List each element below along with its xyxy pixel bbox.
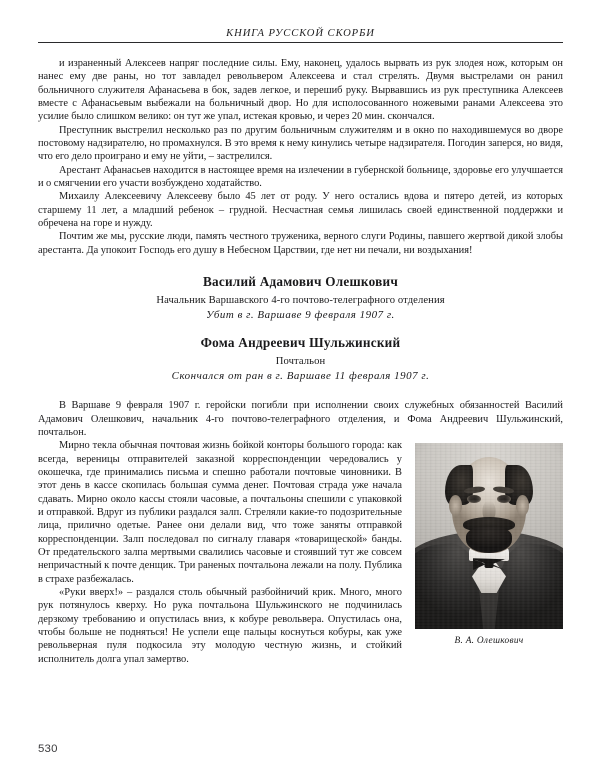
victim-heading-olehskovich [38,274,563,322]
paragraph: Преступник выстрелил несколько раз по другим больничным служителям и в окно по находившемуся во дворе постовому надзирателю, но промахнулся. В это время к нему кинулись четыре надзирателя. Погодин заперся, но видя, что его дело проиграно и ему не уйти, – застрелился. [38,124,563,163]
victim-death-date: Скончался от ран в г. Варшаве 11 февраля 1907 г. [171,369,430,382]
paragraph: В Варшаве 9 февраля 1907 г. геройски погибли при исполнении своих служебных обязанностей Василий Адамович Олешкович, начальник 4-го почтово-телеграфного отделения, и Фома Андреевич Шульжинский, почтальон. [38,400,563,438]
narrative-section [38,399,563,666]
portrait-figure [415,443,563,647]
figure-caption: В. А. Олешкович [454,636,524,647]
victim-role: Почтальон [275,356,326,368]
paragraph: и израненный Алексеев напряг последние силы. Ему, наконец, удалось вырвать из рук злодея нож, которым он нанес ему две раны, но тот завладел револьвером Алексеева и стал стрелять. Двумя выстрелами он ранил больничного служителя Афанасьева в бок, задев легкое, и перешиб руку. Вырвавшись из рук преступника Алексеев вместе с Афанасьевым выбежали на больничный двор. Но для исполосованного ножевыми ранами Алексеева это усилие было слишком велико: он тут же упал, истекая кровью, и через 20 мин. скончался. [38,58,563,123]
paragraph: Михаилу Алексеевичу Алексееву было 45 лет от роду. У него остались вдова и пятеро детей, из которых старшему 11 лет, а младший ребенок – грудной. Несчастная семья лишилась своей единственной поддержки и обречена на горе и нужду. [38,191,563,230]
text-column [38,57,563,666]
paragraph: Мирно текла обычная почтовая жизнь бойкой конторы большого города: как всегда, вереницы отправителей заказной корреспонденции чередовались у окошечка, где принимались письма и спешно работали почтовые чиновники. В этот день в кассе скопилась большая сумма денег. Почтовая страда уже начала сдавать. Мирно около кассы стояли часовые, а почтальоны спешили с упаковкой и отправкой. Вдруг из публики раздался залп. Стреляли какие-то подозрительные лица, прилично одетые. Ранее они делали вид, что тоже заняты отправкой корреспонденции. Залп последовал по сигналу главаря «товарищеской» банды. От предательского залпа мертвыми свалились часовые и стоявший тут же совсем непричастный к почте денщик. Три раненых почтальона лежали на полу. Публика в страхе разбежалась. [38,440,402,585]
running-head-area [38,28,563,43]
paragraph: Арестант Афанасьев находится в настоящее время на излечении в губернской больнице, здоровье его улучшается и о смягчении его участи возбуждено ходатайство. [38,164,563,190]
victim-role: Начальник Варшавского 4-го почтово-телеграфного отделения [156,295,445,307]
portrait-photo [415,443,563,629]
victim-name: Фома Андреевич Шульжинский [200,335,401,351]
victim-death-date: Убит в г. Варшаве 9 февраля 1907 г. [206,308,395,321]
victim-heading-shulzhinsky [38,335,563,383]
paragraph: Почтим же мы, русские люди, память честного труженика, верного слуги Родины, павшего жертвой дикой злобы арестанта. Да упокоит Господь его душу в Небесном Царствии, где нет ни печали, ни воздыхания! [38,231,563,256]
victim-name: Василий Адамович Олешкович [202,274,399,290]
header-rule [38,42,563,43]
paragraph: «Руки вверх!» – раздался столь обычный разбойничий крик. Много, много рук потянулось кверху. Но рука почтальона Шульжинского не подчинилась дерзкому требованию и опустилась вниз, к кобуре револьвера. Опустилась она, чтобы больше не подняться! Не успели еще пальцы коснуться кобуры, как уже револьверная пуля подкосила эту молодую честную жизнь, и стойкий исполнитель долга упал замертво. [38,586,402,665]
running-head-title: КНИГА РУССКОЙ СКОРБИ [226,28,375,39]
page-number: 530 [38,743,58,755]
photo-vignette-overlay [415,443,563,629]
